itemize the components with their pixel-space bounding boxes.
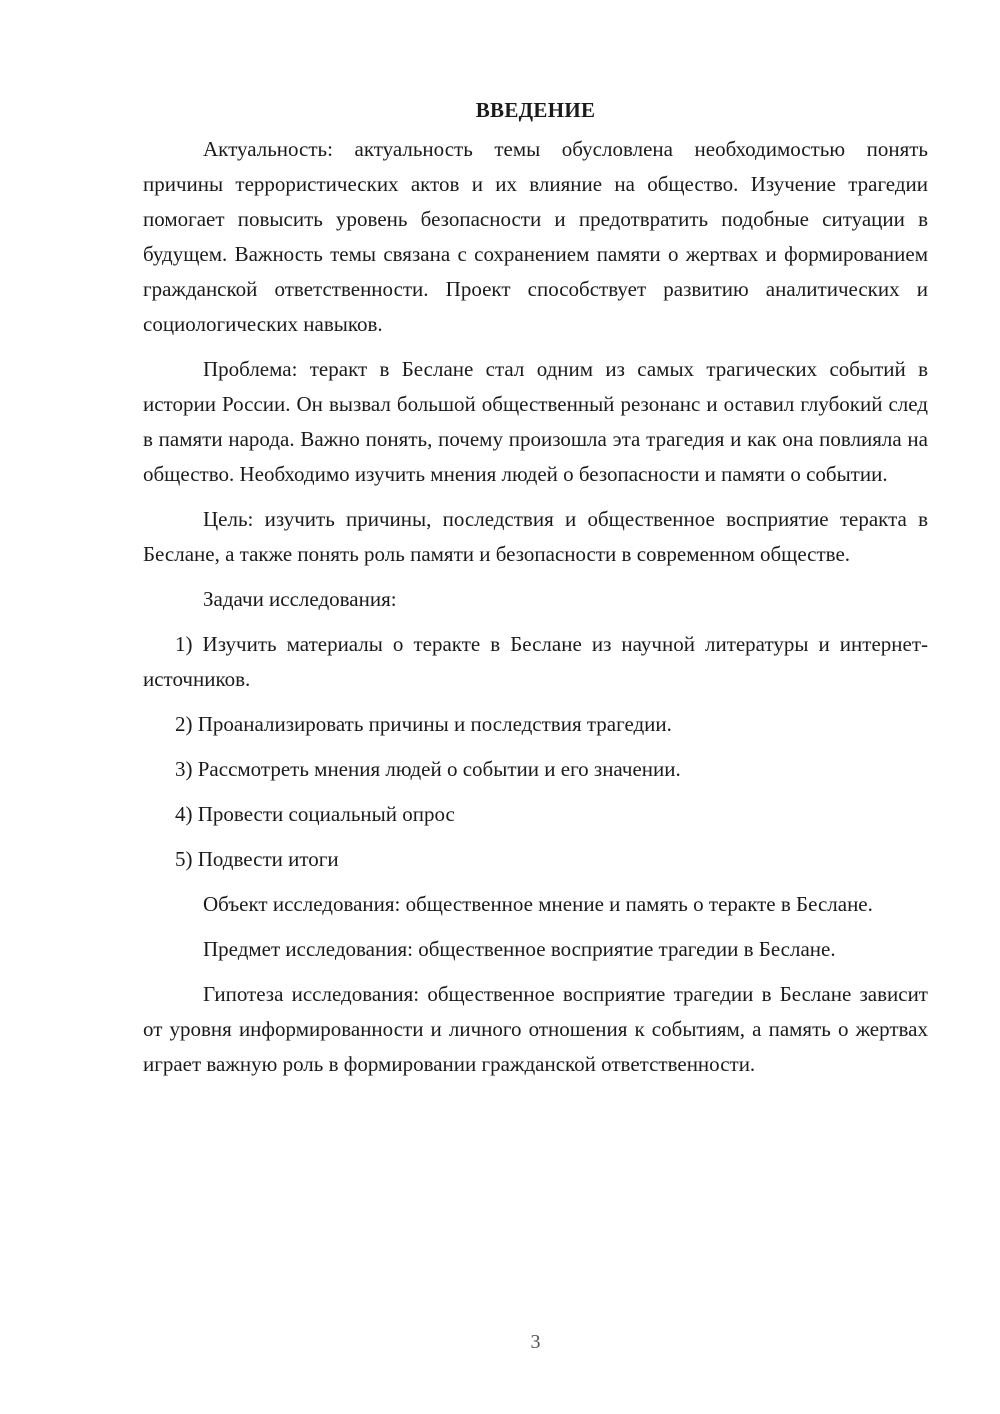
page-number: 3	[530, 1331, 541, 1353]
task-item-5: 5) Подвести итоги	[175, 847, 339, 871]
tasks-title: Задачи исследования:	[203, 587, 397, 611]
object-paragraph: Объект исследования: общественное мнение и память о теракте в Беслане.	[203, 892, 873, 916]
problem-paragraph: Проблема: теракт в Беслане стал одним из самых трагических событий в истории России. Он вызвал большой общественный резонанс и оставил глубокий след в памяти народа. Важно понять, почему произошла эта трагедия и как она повлияла на общество. Необходимо изучить мнения людей о безопасности и памяти о событии.	[143, 357, 928, 486]
task-item-1: 1) Изучить материалы о теракте в Беслане из научной литературы и интернет-источников.	[143, 632, 928, 691]
goal-paragraph: Цель: изучить причины, последствия и общественное восприятие теракта в Беслане, а также понять роль памяти и безопасности в современном обществе.	[143, 507, 928, 566]
task-item-2: 2) Проанализировать причины и последствия трагедии.	[175, 712, 672, 736]
hypothesis-paragraph: Гипотеза исследования: общественное восприятие трагедии в Беслане зависит от уровня информированности и личного отношения к событиям, а память о жертвах играет важную роль в формировании гражданской ответственности.	[143, 982, 928, 1076]
document-page	[143, 93, 928, 1092]
section-heading: ВВЕДЕНИЕ	[475, 98, 596, 122]
task-item-4: 4) Провести социальный опрос	[175, 802, 455, 826]
relevance-paragraph: Актуальность: актуальность темы обусловлена необходимостью понять причины террористических актов и их влияние на общество. Изучение трагедии помогает повысить уровень безопасности и предотвратить подобные ситуации в будущем. Важность темы связана с сохранением памяти о жертвах и формированием гражданской ответственности. Проект способствует развитию аналитических и социологических навыков.	[143, 137, 928, 336]
task-item-3: 3) Рассмотреть мнения людей о событии и его значении.	[175, 757, 681, 781]
subject-paragraph: Предмет исследования: общественное восприятие трагедии в Беслане.	[203, 937, 836, 961]
